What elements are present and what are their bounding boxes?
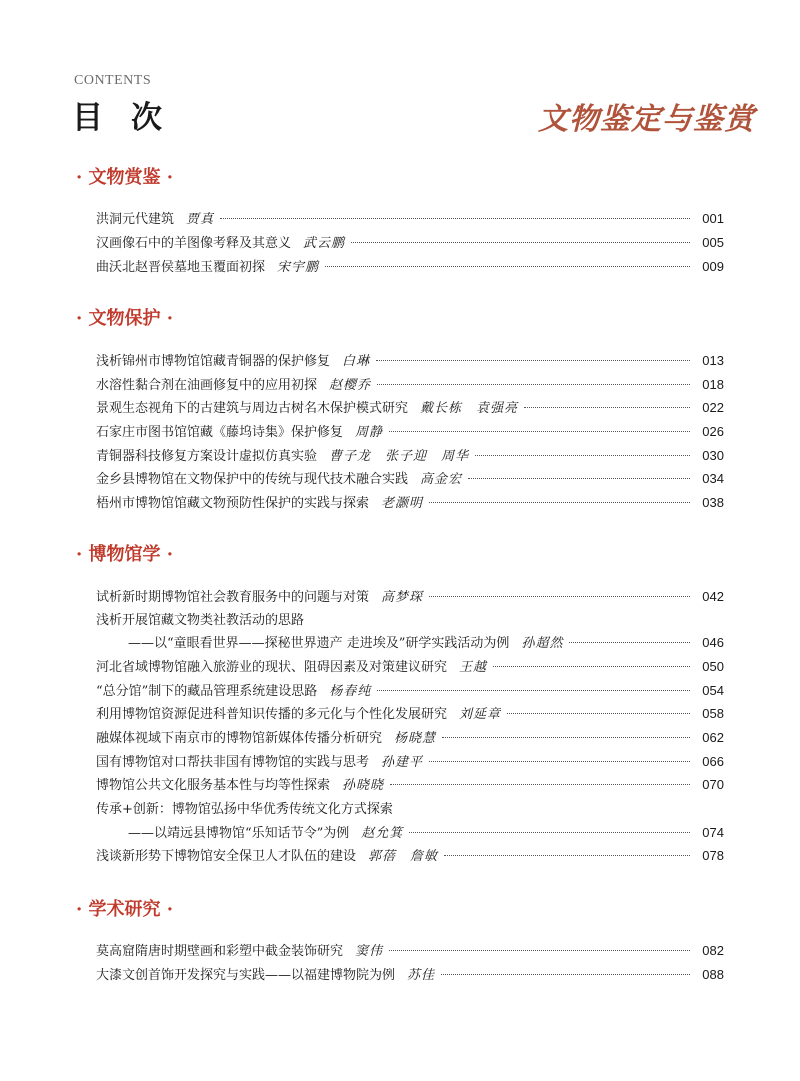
dot-leader <box>377 383 690 385</box>
dot-leader <box>389 949 690 951</box>
entry-title: 浅析锦州市博物馆馆藏青铜器的保护修复 <box>96 354 331 369</box>
entry-author: 孙建平 <box>381 755 424 770</box>
entry-author: 宋宇鹏 <box>277 260 320 275</box>
toc-entry[interactable] <box>96 232 724 254</box>
entry-title: 传承+创新：博物馆弘扬中华优秀传统文化方式探索 <box>96 802 393 817</box>
entry-author: 杨春纯 <box>329 684 372 699</box>
entry-author: 赵允箕 <box>361 826 404 841</box>
entry-page: 078 <box>702 848 724 863</box>
toc-entry[interactable] <box>96 703 724 725</box>
entry-page: 054 <box>702 683 724 698</box>
toc-entry[interactable] <box>96 940 724 962</box>
dot-leader <box>389 430 690 432</box>
entry-title: 梧州市博物馆馆藏文物预防性保护的实践与探索 <box>96 496 370 511</box>
entry-title: 试析新时期博物馆社会教育服务中的问题与对策 <box>96 590 370 605</box>
entry-author: 郭蓓 詹敏 <box>368 849 439 864</box>
dot-leader <box>493 665 690 667</box>
entry-page: 082 <box>702 943 724 958</box>
toc-entry[interactable] <box>96 586 724 608</box>
entry-author: 孙超然 <box>521 636 564 651</box>
entry-title: 曲沃北赵晋侯墓地玉覆面初探 <box>96 260 266 275</box>
entry-page: 022 <box>702 400 724 415</box>
entry-page: 026 <box>702 424 724 439</box>
toc-entry[interactable] <box>96 208 724 230</box>
toc-entry[interactable] <box>96 468 724 490</box>
dot-leader <box>429 760 690 762</box>
dot-leader <box>569 641 690 643</box>
toc-entry[interactable] <box>96 492 724 514</box>
entry-author: 杨晓慧 <box>394 731 437 746</box>
entry-page: 050 <box>702 659 724 674</box>
entry-title: 莫高窟隋唐时期壁画和彩塑中截金装饰研究 <box>96 944 344 959</box>
entry-title: 青铜器科技修复方案设计虚拟仿真实验 <box>96 449 318 464</box>
dot-leader <box>377 689 690 691</box>
entry-page: 074 <box>702 825 724 840</box>
toc-entry[interactable] <box>96 397 724 419</box>
section-heading-bowuguanxue: · 博物馆学 · <box>76 544 174 565</box>
entry-page: 001 <box>702 211 724 226</box>
toc-entry[interactable] <box>96 751 724 773</box>
entry-title: 石家庄市图书馆馆藏《藤坞诗集》保护修复 <box>96 425 344 440</box>
dot-leader <box>220 217 690 219</box>
entry-author: 老灏明 <box>381 496 424 511</box>
dot-leader <box>444 854 690 856</box>
entry-title: 景观生态视角下的古建筑与周边古树名木保护模式研究 <box>96 401 409 416</box>
dot-leader <box>429 501 690 503</box>
entry-page: 058 <box>702 706 724 721</box>
entry-page: 013 <box>702 353 724 368</box>
entry-page: 046 <box>702 635 724 650</box>
toc-entry-heading[interactable] <box>96 609 724 631</box>
entry-page: 088 <box>702 967 724 982</box>
entry-author: 高梦琛 <box>381 590 424 605</box>
entry-title: 浅谈新形势下博物馆安全保卫人才队伍的建设 <box>96 849 357 864</box>
dot-leader <box>442 736 690 738</box>
dot-leader <box>475 454 690 456</box>
entry-author: 王越 <box>459 660 488 675</box>
entry-title: 融媒体视域下南京市的博物馆新媒体传播分析研究 <box>96 731 383 746</box>
toc-entry[interactable] <box>96 421 724 443</box>
toc-entry[interactable] <box>96 727 724 749</box>
dot-leader <box>325 265 690 267</box>
entry-author: 贾真 <box>186 212 215 227</box>
toc-entry[interactable] <box>96 374 724 396</box>
toc-entry[interactable] <box>96 774 724 796</box>
entry-title: 水溶性黏合剂在油画修复中的应用初探 <box>96 378 318 393</box>
entry-page: 066 <box>702 754 724 769</box>
entry-page: 018 <box>702 377 724 392</box>
entry-title: 洪洞元代建筑 <box>96 212 175 227</box>
entry-title: 利用博物馆资源促进科普知识传播的多元化与个性化发展研究 <box>96 707 448 722</box>
dot-leader <box>441 973 690 975</box>
section-heading-xueshu-yanjiu: · 学术研究 · <box>76 899 174 920</box>
entry-author: 赵樱乔 <box>329 378 372 393</box>
toc-entry[interactable] <box>96 445 724 467</box>
entry-author: 周静 <box>355 425 384 440</box>
dot-leader <box>468 477 690 479</box>
dot-leader <box>507 712 690 714</box>
dot-leader <box>351 241 690 243</box>
toc-entry[interactable] <box>96 656 724 678</box>
entry-author: 白琳 <box>342 354 371 369</box>
entry-title: 金乡县博物馆在文物保护中的传统与现代技术融合实践 <box>96 472 409 487</box>
page-title: 目次 <box>72 100 190 136</box>
entry-title: “总分馆”制下的藏品管理系统建设思路 <box>96 684 318 699</box>
entry-subtitle: ——以“童眼看世界——探秘世界遗产 走进埃及”研学实践活动为例 <box>128 636 510 651</box>
entry-title: 大漆文创首饰开发探究与实践——以福建博物院为例 <box>96 968 396 983</box>
entry-author: 刘延章 <box>459 707 502 722</box>
entry-author: 戴长栋 袁强亮 <box>420 401 519 416</box>
toc-entry[interactable] <box>96 964 724 986</box>
entry-author: 武云鹏 <box>303 236 346 251</box>
entry-author: 苏佳 <box>407 968 436 983</box>
brand-logo: 文物鉴定与鉴赏 <box>538 102 755 137</box>
entry-author: 窦伟 <box>355 944 384 959</box>
toc-entry[interactable] <box>96 256 724 278</box>
toc-entry[interactable] <box>96 845 724 867</box>
dot-leader <box>429 595 690 597</box>
entry-page: 005 <box>702 235 724 250</box>
dot-leader <box>390 783 690 785</box>
section-heading-wenwu-baohu: · 文物保护 · <box>76 308 174 329</box>
entry-title: 浅析开展馆藏文物类社教活动的思路 <box>96 613 305 628</box>
dot-leader <box>524 406 690 408</box>
toc-entry[interactable] <box>128 822 724 844</box>
entry-page: 009 <box>702 259 724 274</box>
entry-page: 038 <box>702 495 724 510</box>
entry-page: 042 <box>702 589 724 604</box>
entry-page: 030 <box>702 448 724 463</box>
entry-author: 孙晓晓 <box>342 778 385 793</box>
dot-leader <box>376 359 690 361</box>
entry-title: 河北省域博物馆融入旅游业的现状、阻碍因素及对策建议研究 <box>96 660 448 675</box>
section-heading-wenwu-shangjian: · 文物赏鉴 · <box>76 167 174 188</box>
entry-title: 国有博物馆对口帮扶非国有博物馆的实践与思考 <box>96 755 370 770</box>
toc-entry[interactable] <box>128 632 724 654</box>
entry-title: 汉画像石中的羊图像考释及其意义 <box>96 236 292 251</box>
entry-subtitle: ——以靖远县博物馆“乐知话节令”为例 <box>128 826 350 841</box>
toc-entry[interactable] <box>96 350 724 372</box>
entry-page: 034 <box>702 471 724 486</box>
entry-author: 曹子龙 张子迎 周华 <box>329 449 470 464</box>
contents-label: CONTENTS <box>74 73 152 88</box>
entry-page: 070 <box>702 777 724 792</box>
toc-entry[interactable] <box>96 680 724 702</box>
toc-entry-heading[interactable] <box>96 798 724 820</box>
dot-leader <box>409 831 690 833</box>
entry-title: 博物馆公共文化服务基本性与均等性探索 <box>96 778 331 793</box>
entry-page: 062 <box>702 730 724 745</box>
entry-author: 高金宏 <box>420 472 463 487</box>
